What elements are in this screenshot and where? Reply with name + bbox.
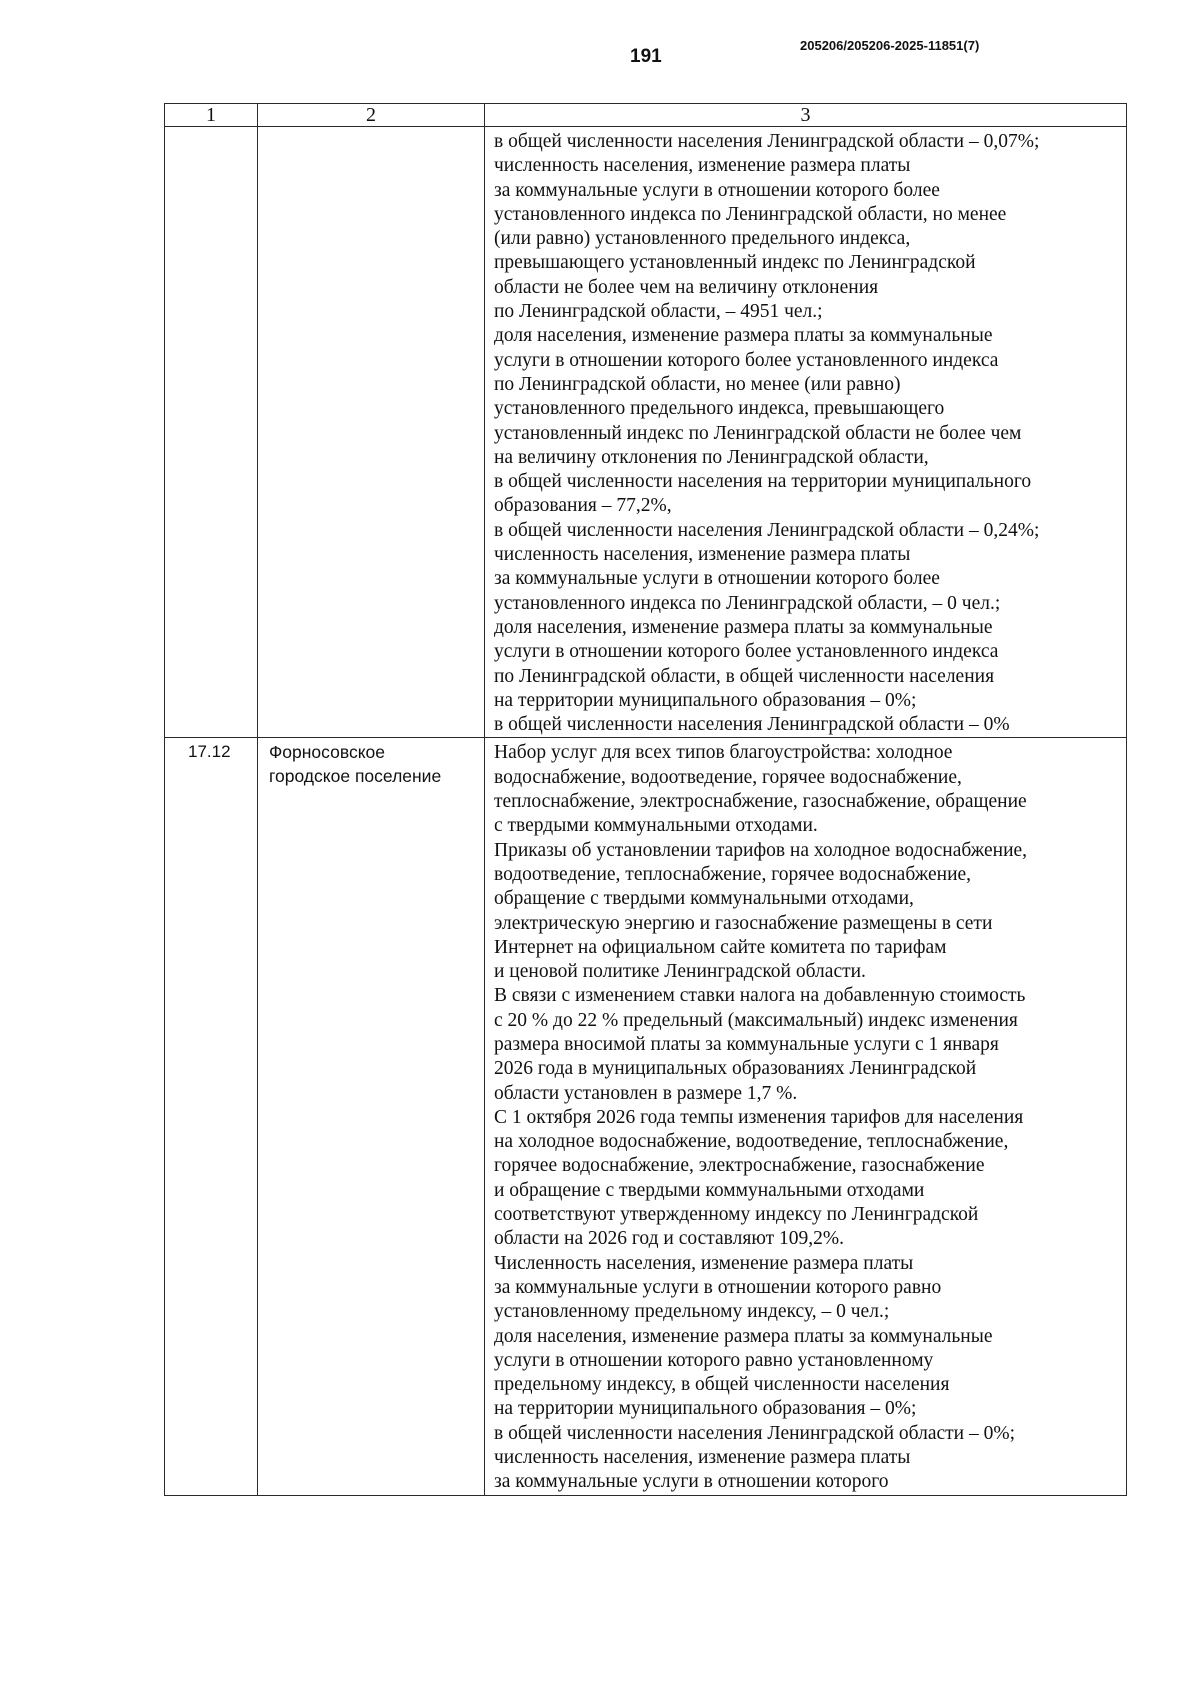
text-line: по Ленинградской области, но менее (или равно) <box>494 373 901 395</box>
text-line: по Ленинградской области, в общей численности населения <box>494 665 995 687</box>
text-line: за коммунальные услуги в отношении которого <box>494 1471 889 1493</box>
description-text <box>485 738 1126 1494</box>
text-line: электрическую энергию и газоснабжение размещены в сети <box>494 912 993 934</box>
table-row-17-12 <box>165 738 1127 1495</box>
text-line: превышающего установленный индекс по Ленинградской <box>494 252 976 274</box>
row-number-cell <box>165 738 258 1495</box>
text-line: численность населения, изменение размера платы <box>494 155 911 177</box>
text-line: за коммунальные услуги в отношении которого равно <box>494 1276 942 1298</box>
text-line: горячее водоснабжение, электроснабжение, газоснабжение <box>494 1155 985 1177</box>
text-line: численность населения, изменение размера платы <box>494 1447 911 1469</box>
text-line: за коммунальные услуги в отношении которого более <box>494 568 940 590</box>
text-line: на территории муниципального образования – 0%; <box>494 689 917 711</box>
text-line: установленного предельного индекса, превышающего <box>494 398 945 420</box>
text-line: на величину отклонения по Ленинградской области, <box>494 446 929 468</box>
table-header-row <box>165 104 1127 127</box>
text-line: С 1 октября 2026 года темпы изменения тарифов для населения <box>494 1106 1024 1128</box>
text-line: численность населения, изменение размера платы <box>494 544 911 566</box>
text-line: доля населения, изменение размера платы за коммунальные <box>494 325 993 347</box>
text-line: и обращение с твердыми коммунальными отходами <box>494 1179 925 1201</box>
header-col-1: 1 <box>165 104 258 127</box>
text-line: образования – 77,2%, <box>494 495 672 517</box>
text-line: области установлен в размере 1,7 %. <box>494 1082 798 1104</box>
text-line: установленному предельному индексу, – 0 чел.; <box>494 1301 890 1323</box>
text-line: на холодное водоснабжение, водоотведение, теплоснабжение, <box>494 1131 1009 1153</box>
text-line: области не более чем на величину отклонения <box>494 276 879 298</box>
text-line: Приказы об установлении тарифов на холодное водоснабжение, <box>494 839 1028 861</box>
document-id: 205206/205206-2025-11851(7) <box>800 38 980 53</box>
tariff-table <box>164 103 1127 1496</box>
text-line: доля населения, изменение размера платы за коммунальные <box>494 1325 993 1347</box>
municipality-name-line: Форносовское <box>269 742 386 763</box>
header-col-2: 2 <box>258 104 485 127</box>
description-cell <box>485 127 1127 738</box>
text-line: установленного индекса по Ленинградской области, – 0 чел.; <box>494 592 1001 614</box>
text-line: Численность населения, изменение размера платы <box>494 1252 914 1274</box>
text-line: установленный индекс по Ленинградской области не более чем <box>494 422 1022 444</box>
text-line: и ценовой политике Ленинградской области. <box>494 961 866 983</box>
text-line: на территории муниципального образования – 0%; <box>494 1398 917 1420</box>
text-line: водоотведение, теплоснабжение, горячее водоснабжение, <box>494 863 972 885</box>
row-number: 17.12 <box>188 742 231 762</box>
text-line: услуги в отношении которого более установленного индекса <box>494 349 999 371</box>
header-col-3: 3 <box>485 104 1127 127</box>
text-line: по Ленинградской области, – 4951 чел.; <box>494 301 823 323</box>
text-line: 2026 года в муниципальных образованиях Ленинградской <box>494 1058 977 1080</box>
municipality-cell <box>258 127 485 738</box>
row-number-cell <box>165 127 258 738</box>
page-number: 191 <box>630 46 662 67</box>
text-line: в общей численности населения Ленинградской области – 0,07%; <box>494 131 1040 152</box>
text-line: В связи с изменением ставки налога на добавленную стоимость <box>494 985 1026 1007</box>
description-cell <box>485 738 1127 1495</box>
text-line: Интернет на официальном сайте комитета по тарифам <box>494 936 947 958</box>
text-line: в общей численности населения Ленинградской области – 0,24%; <box>494 519 1040 541</box>
text-line: области на 2026 год и составляют 109,2%. <box>494 1228 845 1250</box>
table-row-continuation <box>165 127 1127 738</box>
text-line: водоснабжение, водоотведение, горячее водоснабжение, <box>494 766 962 788</box>
description-text <box>485 127 1126 737</box>
text-line: за коммунальные услуги в отношении которого более <box>494 179 940 201</box>
text-line: размера вносимой платы за коммунальные услуги с 1 января <box>494 1033 999 1055</box>
text-line: предельному индексу, в общей численности населения <box>494 1374 950 1396</box>
text-line: услуги в отношении которого более установленного индекса <box>494 641 999 663</box>
text-line: установленного индекса по Ленинградской области, но менее <box>494 203 1007 225</box>
text-line: с твердыми коммунальными отходами. <box>494 815 818 837</box>
municipality-name <box>258 738 484 788</box>
text-line: с 20 % до 22 % предельный (максимальный) индекс изменения <box>494 1009 1018 1031</box>
text-line: (или равно) установленного предельного индекса, <box>494 228 911 250</box>
municipality-name-line: городское поселение <box>269 766 442 787</box>
text-line: в общей численности населения Ленинградской области – 0%; <box>494 1422 1016 1444</box>
text-line: в общей численности населения на территории муниципального <box>494 471 1032 493</box>
text-line: услуги в отношении которого равно установленному <box>494 1349 934 1371</box>
text-line: в общей численности населения Ленинградской области – 0% <box>494 714 1010 736</box>
text-line: теплоснабжение, электроснабжение, газоснабжение, обращение <box>494 791 1027 813</box>
text-line: соответствуют утвержденному индексу по Ленинградской <box>494 1204 979 1226</box>
text-line: доля населения, изменение размера платы за коммунальные <box>494 616 993 638</box>
text-line: Набор услуг для всех типов благоустройства: холодное <box>494 742 953 764</box>
text-line: обращение с твердыми коммунальными отходами, <box>494 888 914 910</box>
municipality-cell <box>258 738 485 1495</box>
